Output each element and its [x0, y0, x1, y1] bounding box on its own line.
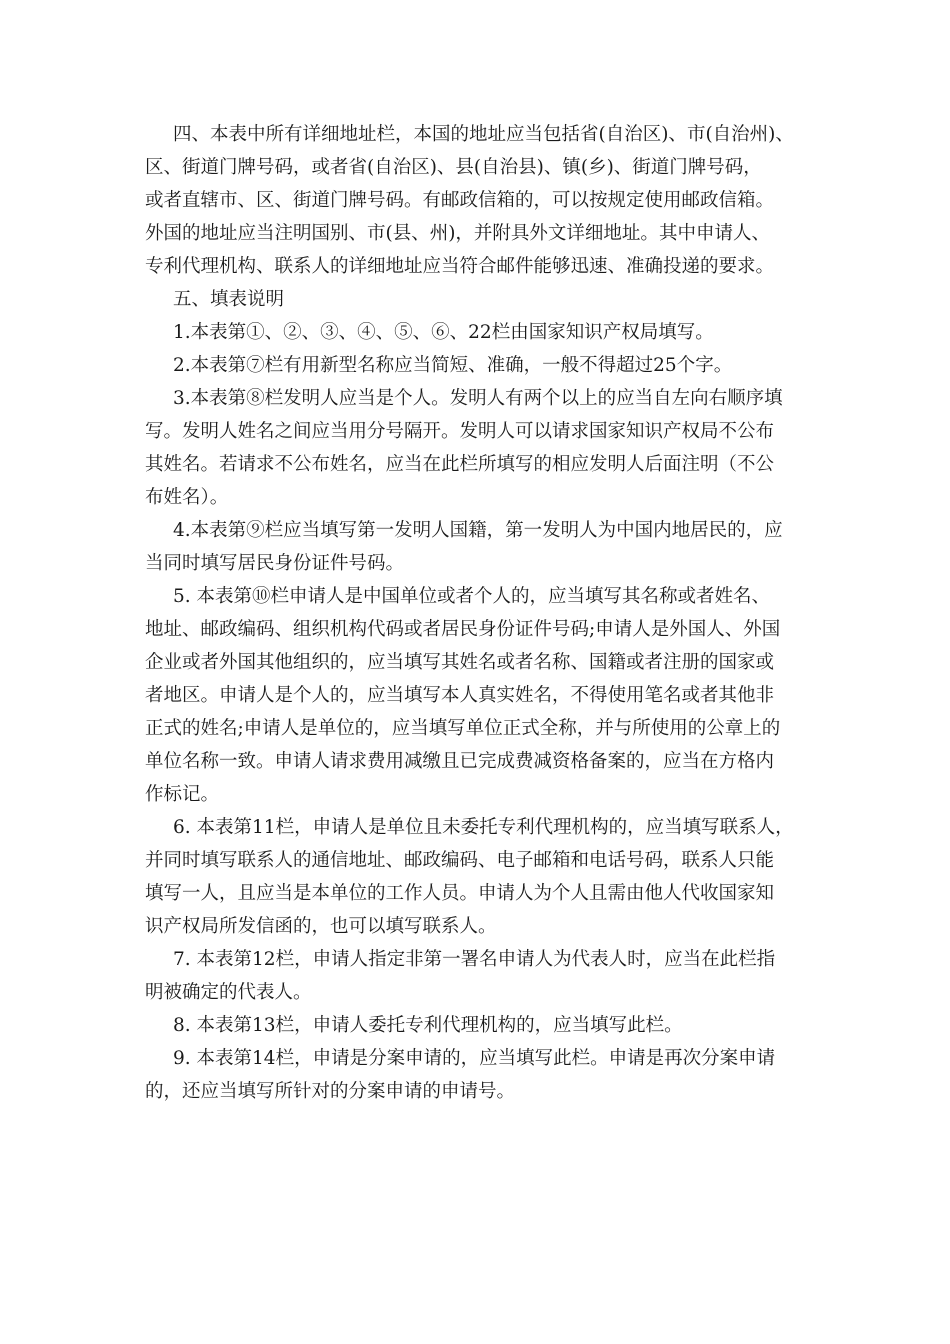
text-line: 写。发明人姓名之间应当用分号隔开。发明人可以请求国家知识产权局不公布 — [145, 421, 775, 442]
text-line: 3.本表第⑧栏发明人应当是个人。发明人有两个以上的应当自左向右顺序填 — [173, 388, 783, 409]
instruction-item-2 — [145, 349, 825, 382]
text-line: 5. 本表第⑩栏申请人是中国单位或者个人的，应当填写其名称或者姓名、 — [173, 586, 771, 607]
text-line: 外国的地址应当注明国别、市(县、州)，并附具外文详细地址。其中申请人、 — [145, 223, 770, 244]
text-line: 单位名称一致。申请人请求费用减缴且已完成费减资格备案的，应当在方格内 — [145, 751, 775, 772]
paragraph-address-rules — [145, 118, 825, 283]
instruction-item-5 — [145, 580, 825, 811]
instruction-item-8 — [145, 1009, 825, 1042]
text-line: 9. 本表第14栏，申请是分案申请的，应当填写此栏。申请是再次分案申请 — [173, 1048, 776, 1069]
text-line: 企业或者外国其他组织的，应当填写其姓名或者名称、国籍或者注册的国家或 — [145, 652, 775, 673]
text-line: 四、本表中所有详细地址栏，本国的地址应当包括省(自治区)、市(自治州)、 — [173, 124, 794, 145]
text-line: 4.本表第⑨栏应当填写第一发明人国籍，第一发明人为中国内地居民的，应 — [173, 520, 783, 541]
text-line: 五、填表说明 — [173, 289, 285, 310]
instruction-item-7 — [145, 943, 825, 1009]
text-line: 当同时填写居民身份证件号码。 — [145, 553, 405, 574]
text-line: 填写一人，且应当是本单位的工作人员。申请人为个人且需由他人代收国家知 — [145, 883, 775, 904]
instruction-item-3 — [145, 382, 825, 514]
text-line: 正式的姓名;申请人是单位的，应当填写单位正式全称，并与所使用的公章上的 — [145, 718, 781, 739]
text-line: 2.本表第⑦栏有用新型名称应当简短、准确，一般不得超过25个字。 — [173, 355, 733, 376]
document-body — [145, 118, 825, 1108]
text-line: 明被确定的代表人。 — [145, 982, 312, 1003]
text-line: 6. 本表第11栏，申请人是单位且未委托专利代理机构的，应当填写联系人， — [173, 817, 794, 838]
text-line: 8. 本表第13栏，申请人委托专利代理机构的，应当填写此栏。 — [173, 1015, 683, 1036]
instruction-item-6 — [145, 811, 825, 943]
instruction-item-1 — [145, 316, 825, 349]
instruction-item-9 — [145, 1042, 825, 1108]
text-line: 布姓名）。 — [145, 487, 229, 508]
text-line: 并同时填写联系人的通信地址、邮政编码、电子邮箱和电话号码，联系人只能 — [145, 850, 775, 871]
text-line: 作标记。 — [145, 784, 220, 805]
section-heading — [145, 283, 825, 316]
text-line: 其姓名。若请求不公布姓名，应当在此栏所填写的相应发明人后面注明（不公 — [145, 454, 775, 475]
text-line: 区、街道门牌号码，或者省(自治区)、县(自治县)、镇(乡)、街道门牌号码， — [145, 157, 762, 178]
text-line: 者地区。申请人是个人的，应当填写本人真实姓名，不得使用笔名或者其他非 — [145, 685, 775, 706]
text-line: 专利代理机构、联系人的详细地址应当符合邮件能够迅速、准确投递的要求。 — [145, 256, 775, 277]
text-line: 或者直辖市、区、街道门牌号码。有邮政信箱的，可以按规定使用邮政信箱。 — [145, 190, 775, 211]
text-line: 地址、邮政编码、组织机构代码或者居民身份证件号码;申请人是外国人、外国 — [145, 619, 781, 640]
text-line: 7. 本表第12栏，申请人指定非第一署名申请人为代表人时，应当在此栏指 — [173, 949, 776, 970]
text-line: 识产权局所发信函的，也可以填写联系人。 — [145, 916, 497, 937]
text-line: 的，还应当填写所针对的分案申请的申请号。 — [145, 1081, 516, 1102]
instruction-item-4 — [145, 514, 825, 580]
text-line: 1.本表第①、②、③、④、⑤、⑥、22栏由国家知识产权局填写。 — [173, 322, 714, 343]
